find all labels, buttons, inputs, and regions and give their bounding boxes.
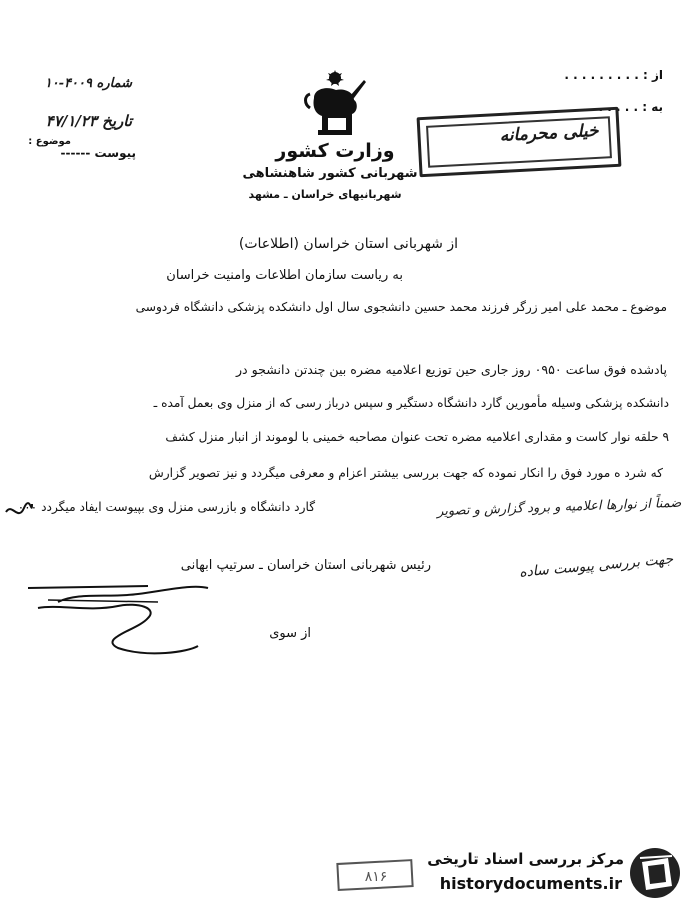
handwritten-margin-note: جهت بررسی پیوست ساده [518,551,674,581]
to-field-label: به : . . . . . [598,100,663,114]
watermark-url: historydocuments.ir [439,874,622,893]
from-side-label: از سوی [269,626,311,641]
watermark [408,842,690,906]
paragraph-line: ۹ حلقه نوار کاست و مقداری اعلامیه مضره تحت عنوان مصاحبه خمینی با لوموند از انبار منزل کشف [165,430,669,444]
lion-and-sun-emblem-icon [300,68,370,140]
confidential-stamp [417,107,622,177]
letter-date: تاریخ ۴۷/۱/۲۳ [45,112,132,130]
watermark-logo-icon [628,846,682,900]
letter-to: به ریاست سازمان اطلاعات وامنیت خراسان [166,268,403,283]
letter-attachment: پیوست ------ [60,146,136,160]
ministry-title: وزارت کشور [275,140,395,162]
subject-field-label: موضوع : [28,136,71,147]
from-field-label: از : . . . . . . . . . [564,68,663,82]
signature-scribble-icon [18,578,218,662]
letter-from: از شهربانی استان خراسان (اطلاعات) [238,236,458,252]
stamp-text: خیلی محرمانه [499,120,600,146]
police-department-title: شهربانی کشور شاهنشاهی [242,166,418,181]
handwritten-addendum: ضمناً از نوارها اعلامیه و برود گزارش و تصویر [436,495,682,520]
regional-police-title: شهربانیهای خراسان ـ مشهد [248,188,402,201]
faded-stamp-text: ۸۱۶ [364,869,388,885]
paragraph-line: گارد دانشگاه و بازرسی منزل وی بپیوست ایفاد میگردد ۰۰۰ [17,500,315,514]
paragraph-line: دانشکده پزشکی وسیله مأمورین گارد دانشگاه دستگیر و سپس درباز رسی که از منزل وی بعمل آمده ـ [153,396,669,410]
faded-stamp-fragment [336,858,416,892]
signature-title: رئیس شهربانی استان خراسان ـ سرتیپ ابهانی [180,558,431,573]
letter-number: شماره ۴۰۰۹-۱۰ [44,76,132,91]
handwritten-scribble-icon [4,498,34,528]
watermark-title: مرکز بررسی اسناد تاریخی [427,850,624,868]
paragraph-line: که شرد ه مورد فوق را انکار نموده که جهت بررسی بیشتر اعزام و معرفی میگردد و نیز تصویر گزارش [148,466,663,480]
letter-subject: موضوع ـ محمد علی امیر زرگر فرزند محمد حسین دانشجوی سال اول دانشکده پزشکی دانشگاه فردوسی [135,300,667,314]
paragraph-line: پادشده فوق ساعت ۰۹۵۰ روز جاری حین توزیع اعلامیه مضره بین چندتن دانشجو در [235,362,667,377]
